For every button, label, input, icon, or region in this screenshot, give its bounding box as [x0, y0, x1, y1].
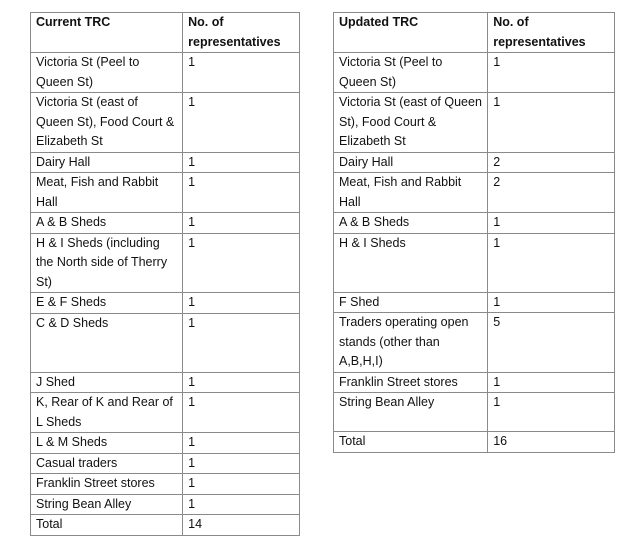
representatives-cell: 1: [488, 53, 615, 93]
table-row: [334, 213, 615, 234]
representatives-cell: 1: [183, 53, 300, 93]
total-label: Total: [334, 432, 488, 453]
trc-area-cell: Victoria St (Peel to Queen St): [334, 53, 488, 93]
trc-area-cell: Dairy Hall: [31, 152, 183, 173]
table-row: [31, 173, 300, 213]
total-value: 14: [183, 515, 300, 536]
total-label: Total: [31, 515, 183, 536]
trc-area-cell: Dairy Hall: [334, 152, 488, 173]
trc-area-cell: Franklin Street stores: [334, 372, 488, 393]
trc-area-cell: String Bean Alley: [334, 393, 488, 432]
table-header-row: [31, 13, 300, 53]
representatives-cell: 1: [488, 233, 615, 292]
trc-area-cell: String Bean Alley: [31, 494, 183, 515]
table-row: [31, 213, 300, 234]
table-row: [31, 393, 300, 433]
trc-area-cell: C & D Sheds: [31, 313, 183, 372]
representatives-cell: 1: [183, 93, 300, 153]
representatives-cell: 1: [183, 393, 300, 433]
updated-trc-table: [333, 12, 615, 453]
table-row: [31, 53, 300, 93]
column-header-representatives: No. of representatives: [183, 13, 300, 53]
representatives-cell: 1: [488, 393, 615, 432]
trc-area-cell: A & B Sheds: [334, 213, 488, 234]
column-header-representatives: No. of representatives: [488, 13, 615, 53]
trc-area-cell: F Shed: [334, 292, 488, 313]
representatives-cell: 1: [488, 372, 615, 393]
trc-area-cell: Victoria St (Peel to Queen St): [31, 53, 183, 93]
table-row: [31, 293, 300, 314]
table-row: [31, 233, 300, 293]
representatives-cell: 1: [183, 233, 300, 293]
trc-area-cell: Victoria St (east of Queen St), Food Court & Elizabeth St: [31, 93, 183, 153]
table-row: [334, 313, 615, 373]
table-row: [31, 372, 300, 393]
representatives-cell: 1: [183, 474, 300, 495]
table-header-row: [334, 13, 615, 53]
table-row: [334, 233, 615, 292]
representatives-cell: 1: [488, 93, 615, 153]
trc-area-cell: L & M Sheds: [31, 433, 183, 454]
trc-area-cell: Franklin Street stores: [31, 474, 183, 495]
current-trc-table: [30, 12, 300, 536]
trc-area-cell: Traders operating open stands (other than A,B,H,I): [334, 313, 488, 373]
trc-area-cell: J Shed: [31, 372, 183, 393]
trc-area-cell: H & I Sheds (including the North side of Therry St): [31, 233, 183, 293]
table-row: [334, 152, 615, 173]
representatives-cell: 1: [183, 372, 300, 393]
representatives-cell: 1: [183, 313, 300, 372]
table-row: [31, 433, 300, 454]
table-row: [31, 152, 300, 173]
total-row: [334, 432, 615, 453]
total-row: [31, 515, 300, 536]
table-row: [334, 393, 615, 432]
representatives-cell: 1: [183, 173, 300, 213]
representatives-cell: 2: [488, 152, 615, 173]
column-header-current-trc: Current TRC: [31, 13, 183, 53]
trc-area-cell: K, Rear of K and Rear of L Sheds: [31, 393, 183, 433]
table-row: [334, 93, 615, 153]
trc-area-cell: A & B Sheds: [31, 213, 183, 234]
representatives-cell: 1: [183, 433, 300, 454]
table-row: [334, 53, 615, 93]
table-row: [31, 93, 300, 153]
representatives-cell: 5: [488, 313, 615, 373]
table-row: [31, 494, 300, 515]
table-row: [31, 474, 300, 495]
trc-area-cell: H & I Sheds: [334, 233, 488, 292]
representatives-cell: 1: [183, 152, 300, 173]
trc-area-cell: E & F Sheds: [31, 293, 183, 314]
representatives-cell: 1: [183, 213, 300, 234]
total-value: 16: [488, 432, 615, 453]
trc-area-cell: Meat, Fish and Rabbit Hall: [334, 173, 488, 213]
table-row: [334, 173, 615, 213]
representatives-cell: 1: [183, 494, 300, 515]
representatives-cell: 1: [183, 293, 300, 314]
table-row: [334, 292, 615, 313]
table-row: [334, 372, 615, 393]
representatives-cell: 2: [488, 173, 615, 213]
table-row: [31, 313, 300, 372]
trc-area-cell: Victoria St (east of Queen St), Food Court & Elizabeth St: [334, 93, 488, 153]
representatives-cell: 1: [488, 292, 615, 313]
trc-area-cell: Casual traders: [31, 453, 183, 474]
table-row: [31, 453, 300, 474]
representatives-cell: 1: [488, 213, 615, 234]
column-header-updated-trc: Updated TRC: [334, 13, 488, 53]
representatives-cell: 1: [183, 453, 300, 474]
trc-area-cell: Meat, Fish and Rabbit Hall: [31, 173, 183, 213]
